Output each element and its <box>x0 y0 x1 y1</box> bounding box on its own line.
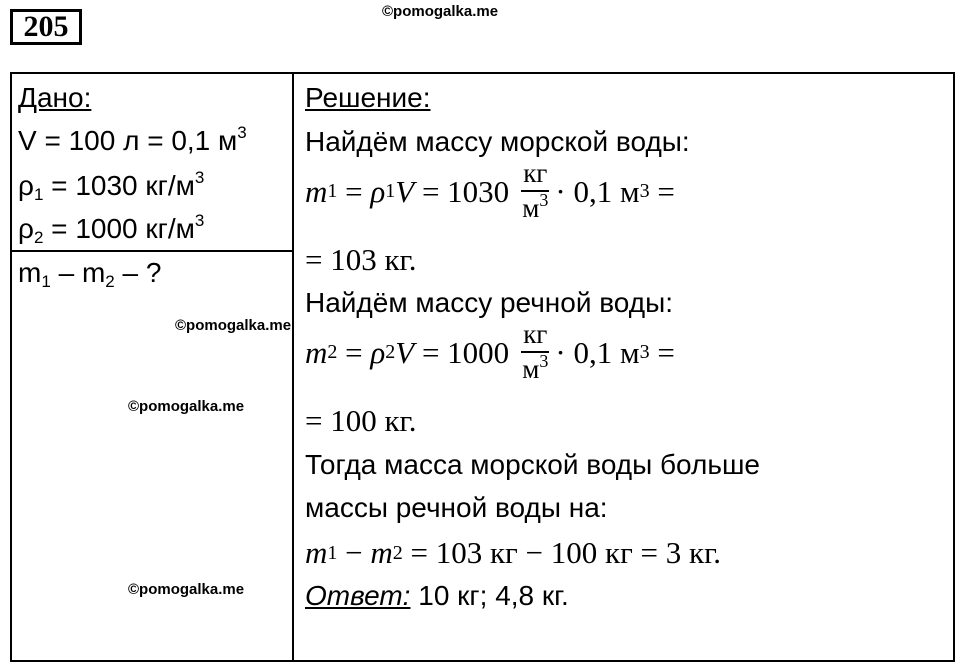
equation-m2: m 2 = ρ 2 V = 1000 $\frac{кг}{м^3}$ · 0,1 м 3 = <box>305 319 675 384</box>
fraction-kg-m3: $\frac{кг}{м^3}$ <box>522 158 549 223</box>
given-volume: V = 100 л = 0,1 $м^3$ <box>18 123 247 156</box>
equation-difference: m 1 − m 2 = 103 кг − 100 кг = 3 кг. <box>305 535 722 570</box>
given-title: Дано: <box>18 82 92 113</box>
equation-m2-result: = 100 кг. <box>305 403 417 438</box>
answer <box>305 582 569 610</box>
given-rho2: $\rho_2 = 1000$ $кг/м^3$ <box>18 211 205 247</box>
answer-value: 10 кг; 4,8 кг. <box>410 580 569 611</box>
answer-label: Ответ: <box>305 580 411 611</box>
column-divider <box>292 72 294 662</box>
given-rho1: $\rho_1 = 1030$ $кг/м^3$ <box>18 168 205 204</box>
watermark-left-1: ©pomogalka.me <box>175 317 292 334</box>
solution-step3-line2: массы речной воды на: <box>305 492 608 523</box>
solution-step3-line1: Тогда масса морской воды больше <box>305 449 760 480</box>
equation-m1: m 1 = ρ 1 V = 1030 $\frac{кг}{м^3}$ · 0,1 м 3 = <box>305 158 675 223</box>
solution-step1: Найдём массу морской воды: <box>305 126 690 157</box>
given-find-divider <box>10 250 294 252</box>
watermark-left-3: ©pomogalka.me <box>128 581 245 598</box>
solution-title: Решение: <box>305 82 431 113</box>
watermark-top: ©pomogalka.me <box>382 3 499 20</box>
problem-number: 205 <box>10 9 82 45</box>
find-quantity: $m_1 - m_2$ – ? <box>18 257 162 291</box>
fraction-kg-m3: $\frac{кг}{м^3}$ <box>522 319 549 384</box>
watermark-left-2: ©pomogalka.me <box>128 398 245 415</box>
solution-step2: Найдём массу речной воды: <box>305 287 673 318</box>
equation-m1-result: = 103 кг. <box>305 242 417 277</box>
